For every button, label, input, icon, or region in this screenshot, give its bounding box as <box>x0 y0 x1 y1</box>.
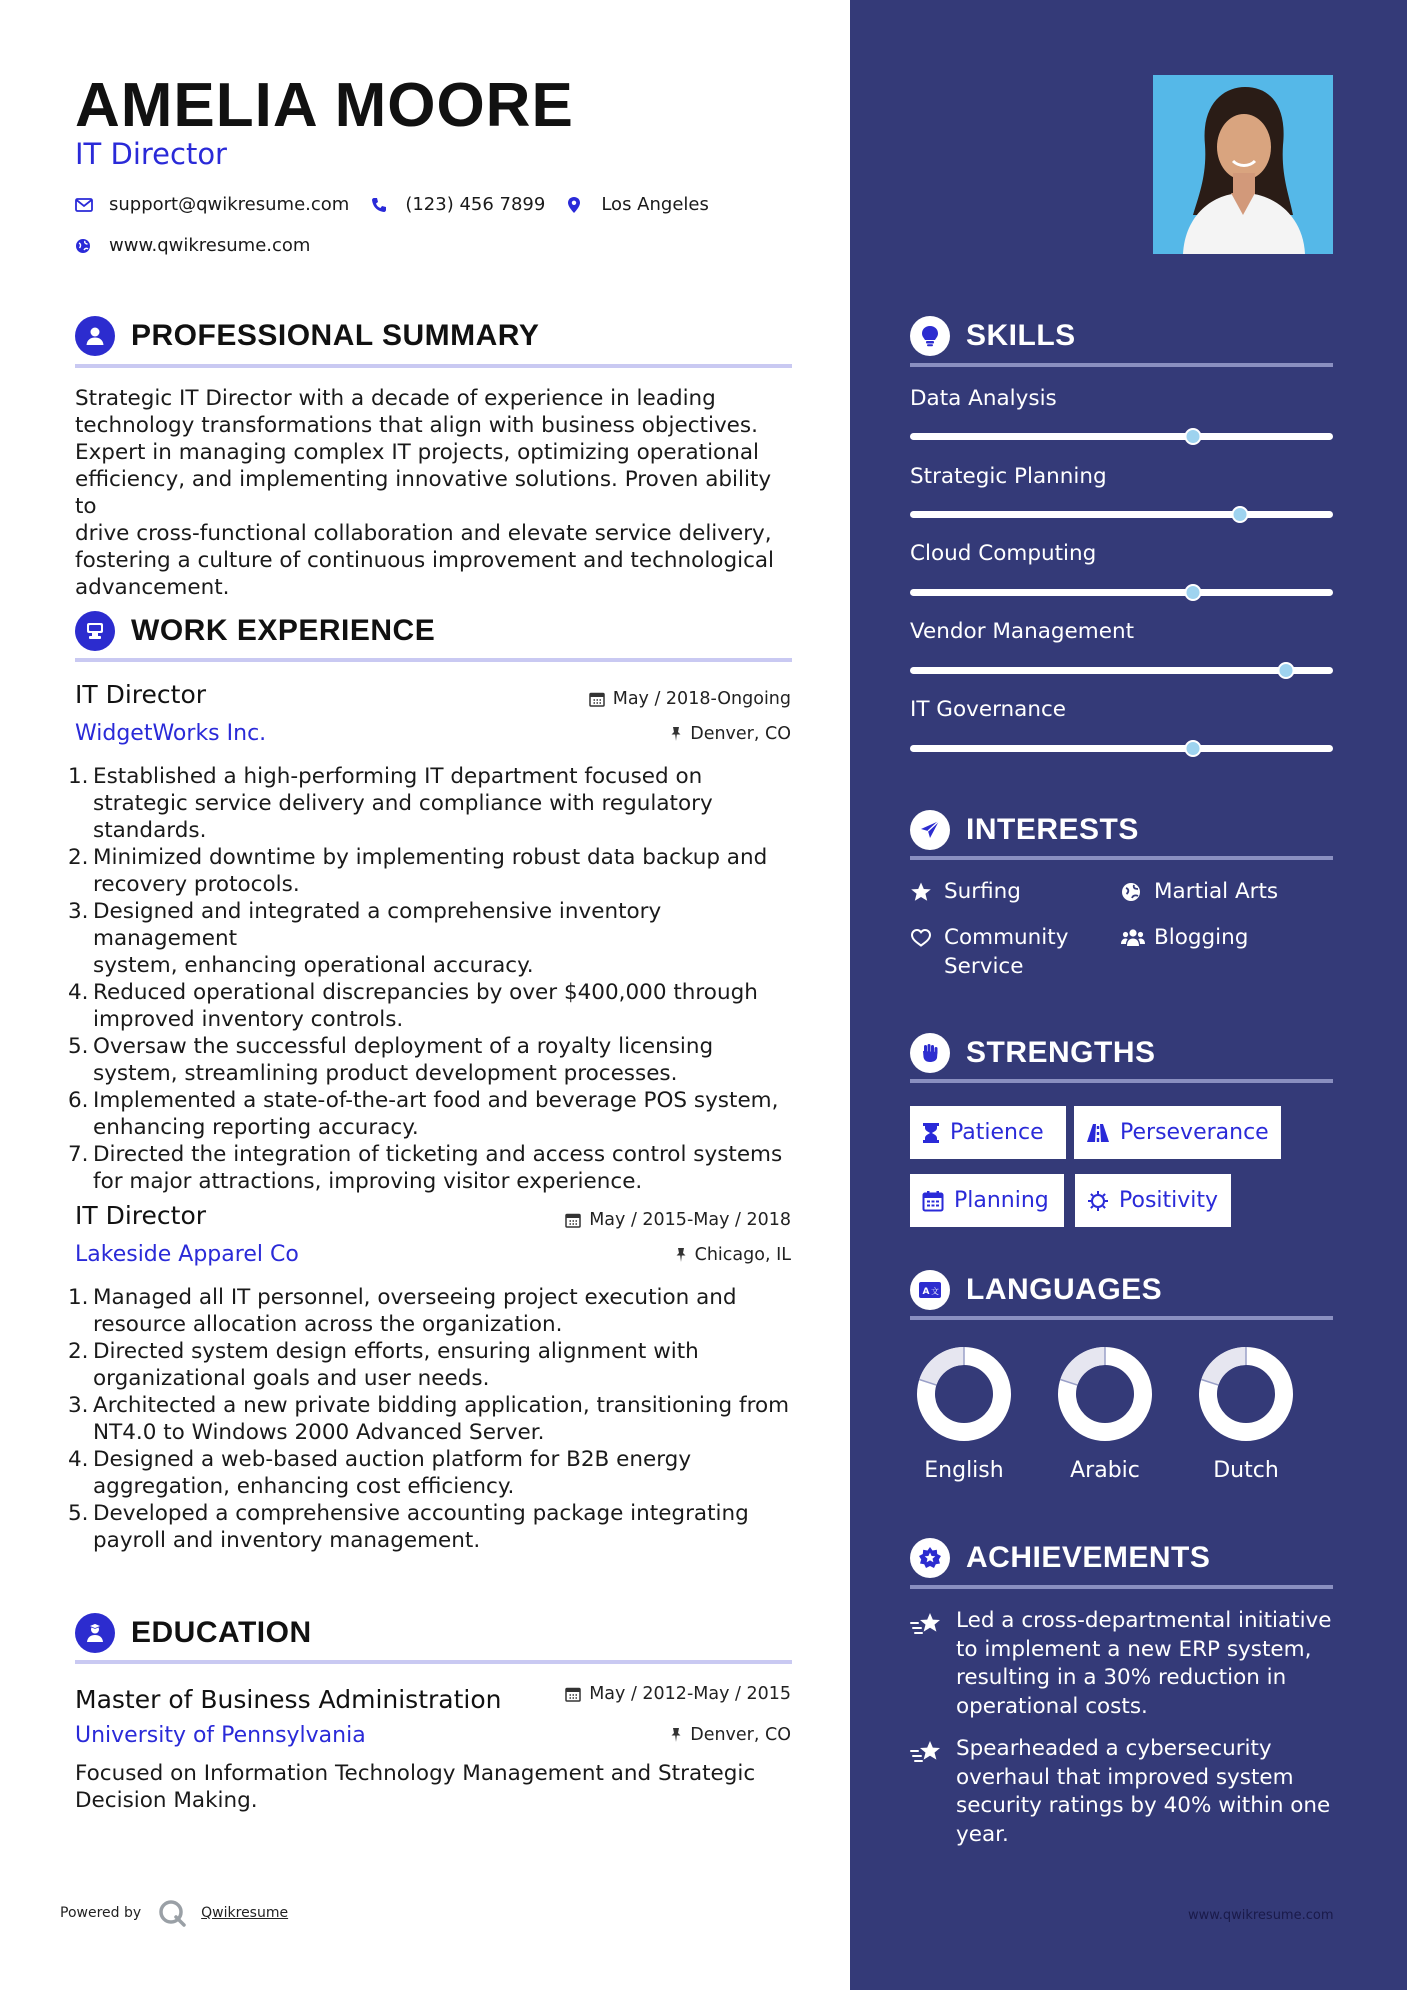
language-label: English <box>924 1458 1004 1483</box>
skill-knob <box>1185 740 1202 757</box>
skill-label: Data Analysis <box>910 386 1057 411</box>
profile-photo <box>1153 75 1333 254</box>
globe-icon <box>1120 877 1146 906</box>
interests-heading <box>910 805 1333 855</box>
contact-email[interactable]: support@qwikresume.com <box>109 194 350 215</box>
strength-label: Positivity <box>1119 1188 1219 1213</box>
map-pin-icon <box>567 196 591 214</box>
list-item: 2. Directed system design efforts, ensuring alignment with organizational goals and user needs. <box>68 1339 699 1391</box>
skills-heading <box>910 311 1333 361</box>
interests-divider <box>910 856 1333 860</box>
interest-item <box>910 877 1021 906</box>
list-item: 1. Managed all IT personnel, overseeing project execution and resource allocation across the organization. <box>68 1285 737 1337</box>
contact-website[interactable]: www.qwikresume.com <box>109 235 311 256</box>
summary-line: Expert in managing complex IT projects, optimizing operational <box>75 440 759 465</box>
briefcase-icon <box>75 611 115 651</box>
calendar-icon <box>589 691 605 707</box>
strengths-divider <box>910 1079 1333 1083</box>
job-dates <box>565 1210 791 1230</box>
languages-heading <box>910 1265 1333 1315</box>
summary-divider <box>75 364 792 368</box>
education-title: EDUCATION <box>131 1616 312 1649</box>
job-title: IT Director <box>75 680 207 709</box>
skill-label: IT Governance <box>910 697 1067 722</box>
education-divider <box>75 1660 792 1664</box>
skills-divider <box>910 363 1333 367</box>
job-duties <box>68 1284 800 1554</box>
contact-location: Los Angeles <box>601 194 709 215</box>
interest-item <box>1120 877 1278 906</box>
interest-label: Service <box>944 954 1024 979</box>
candidate-name: AMELIA MOORE <box>75 71 574 140</box>
degree-title: Master of Business Administration <box>75 1685 502 1714</box>
language-ring <box>1196 1344 1296 1444</box>
calendar-icon <box>565 1212 581 1228</box>
summary-line: efficiency, and implementing innovative solutions. Proven ability to <box>75 467 772 519</box>
summary-line: Strategic IT Director with a decade of experience in leading <box>75 386 716 411</box>
job-dates-text: May / 2015-May / 2018 <box>589 1210 791 1230</box>
skill-knob <box>1231 506 1248 523</box>
list-item: 3. Architected a new private bidding application, transitioning from NT4.0 to Windows 2000 Advanced Server. <box>68 1393 790 1445</box>
list-item: 7. Directed the integration of ticketing and access control systems for major attractions, improving visitor experience. <box>68 1142 783 1194</box>
job-dates <box>589 689 791 709</box>
powered-by-label: Powered by <box>60 1905 142 1921</box>
shooting-star-icon <box>910 1607 956 1721</box>
list-item: 4. Designed a web-based auction platform for B2B energy aggregation, enhancing cost efficiency. <box>68 1447 692 1499</box>
experience-title: WORK EXPERIENCE <box>131 614 436 647</box>
interests-title: INTERESTS <box>966 813 1139 846</box>
star-badge-icon <box>910 1538 950 1578</box>
language-ring <box>914 1344 1014 1444</box>
footer-powered <box>60 1898 288 1928</box>
summary-heading <box>75 309 792 363</box>
svg-text:A: A <box>922 1287 930 1297</box>
achievement-text: Led a cross-departmental initiative to implement a new ERP system, resulting in a 30% reduction in operational costs. <box>956 1608 1332 1719</box>
interest-label: Blogging <box>1154 925 1249 950</box>
skill-label: Vendor Management <box>910 619 1134 644</box>
sun-icon <box>1087 1190 1109 1212</box>
candidate-role: IT Director <box>75 137 227 171</box>
calendar-icon <box>922 1190 944 1212</box>
strength-chip <box>1075 1174 1231 1227</box>
skills-title: SKILLS <box>966 319 1076 352</box>
education-location <box>670 1725 791 1745</box>
fist-icon <box>910 1033 950 1073</box>
job-title: IT Director <box>75 1201 207 1230</box>
job-location-text: Denver, CO <box>690 724 791 744</box>
star-icon <box>910 877 936 906</box>
list-item: 4. Reduced operational discrepancies by over $400,000 through improved inventory controls. <box>68 980 758 1032</box>
education-description: Focused on Information Technology Management and Strategic Decision Making. <box>75 1761 756 1813</box>
interest-label: Community <box>944 925 1069 950</box>
summary-line: technology transformations that align with business objectives. <box>75 413 758 438</box>
strength-label: Planning <box>954 1188 1049 1213</box>
summary-title: PROFESSIONAL SUMMARY <box>131 319 540 352</box>
list-item: 2. Minimized downtime by implementing robust data backup and recovery protocols. <box>68 845 768 897</box>
strengths-title: STRENGTHS <box>966 1036 1156 1069</box>
lightbulb-icon <box>910 316 950 356</box>
heart-outline-icon <box>910 923 936 952</box>
contact-phone[interactable]: (123) 456 7899 <box>405 194 546 215</box>
experience-heading <box>75 604 792 658</box>
phone-icon <box>371 197 395 213</box>
interest-label: Surfing <box>944 879 1021 904</box>
summary-text <box>75 385 795 601</box>
job-location <box>670 724 791 744</box>
job-company: WidgetWorks Inc. <box>75 721 267 746</box>
pin-icon <box>670 1727 682 1743</box>
list-item: 5. Oversaw the successful deployment of a royalty licensing system, streamlining product development processes. <box>68 1034 714 1086</box>
education-dates <box>565 1684 791 1704</box>
shooting-star-icon <box>910 1735 956 1849</box>
language-label: Dutch <box>1213 1458 1279 1483</box>
users-icon <box>1120 923 1146 952</box>
interest-label: Martial Arts <box>1154 879 1279 904</box>
skill-label: Strategic Planning <box>910 464 1107 489</box>
job-duties <box>68 763 800 1195</box>
strength-chip <box>910 1174 1064 1227</box>
education-heading <box>75 1606 792 1660</box>
skill-bar <box>910 745 1333 752</box>
strengths-heading <box>910 1028 1333 1078</box>
globe-icon <box>75 238 99 254</box>
languages-divider <box>910 1316 1333 1320</box>
job-company: Lakeside Apparel Co <box>75 1242 299 1267</box>
footer-website[interactable]: www.qwikresume.com <box>1188 1908 1334 1923</box>
school-name: University of Pennsylvania <box>75 1723 366 1748</box>
paper-plane-icon <box>910 810 950 850</box>
interest-item <box>910 923 1068 981</box>
svg-text:文: 文 <box>931 1287 939 1296</box>
education-dates-text: May / 2012-May / 2015 <box>589 1684 791 1704</box>
calendar-icon <box>565 1686 581 1702</box>
qwikresume-logo-icon <box>157 1898 187 1928</box>
strength-label: Perseverance <box>1120 1120 1269 1145</box>
translate-icon <box>910 1270 950 1310</box>
contact-row <box>75 194 709 215</box>
job-location-text: Chicago, IL <box>694 1245 791 1265</box>
achievements-divider <box>910 1585 1333 1589</box>
envelope-icon <box>75 198 99 212</box>
job-dates-text: May / 2018-Ongoing <box>612 689 791 709</box>
achievement-text: Spearheaded a cybersecurity overhaul that improved system security ratings by 40% within one year. <box>956 1736 1331 1847</box>
skill-bar <box>910 589 1333 596</box>
graduation-icon <box>75 1613 115 1653</box>
language-ring <box>1055 1344 1155 1444</box>
interest-label-block <box>944 923 1068 981</box>
skill-knob <box>1185 428 1202 445</box>
achievement-item <box>910 1735 1340 1849</box>
summary-line: fostering a culture of continuous improvement and technological <box>75 548 775 573</box>
contact-row-2 <box>75 235 310 256</box>
skill-knob <box>1278 662 1295 679</box>
strength-chip <box>910 1106 1066 1159</box>
language-label: Arabic <box>1070 1458 1140 1483</box>
skill-label: Cloud Computing <box>910 541 1097 566</box>
brand-link[interactable]: Qwikresume <box>201 1905 289 1921</box>
summary-line: drive cross-functional collaboration and elevate service delivery, <box>75 521 772 546</box>
pin-icon <box>675 1247 687 1263</box>
pin-icon <box>670 726 682 742</box>
achievements-title: ACHIEVEMENTS <box>966 1541 1211 1574</box>
summary-line: advancement. <box>75 575 230 600</box>
interest-item <box>1120 923 1248 952</box>
experience-divider <box>75 658 792 662</box>
achievement-item <box>910 1607 1340 1721</box>
education-location-text: Denver, CO <box>690 1725 791 1745</box>
skill-bar <box>910 511 1333 518</box>
list-item: 6. Implemented a state-of-the-art food and beverage POS system, enhancing reporting accuracy. <box>68 1088 779 1140</box>
list-item: 3. Designed and integrated a comprehensive inventory management system, enhancing operational accuracy. <box>68 899 662 978</box>
skill-knob <box>1185 584 1202 601</box>
skill-bar <box>910 667 1333 674</box>
strength-label: Patience <box>950 1120 1044 1145</box>
hourglass-icon <box>922 1122 940 1144</box>
languages-title: LANGUAGES <box>966 1273 1163 1306</box>
achievements-heading <box>910 1533 1333 1583</box>
user-icon <box>75 316 115 356</box>
list-item: 5. Developed a comprehensive accounting package integrating payroll and inventory management. <box>68 1501 749 1553</box>
road-icon <box>1086 1123 1110 1143</box>
strength-chip <box>1074 1106 1281 1159</box>
list-item: 1. Established a high-performing IT department focused on strategic service delivery and compliance with regulatory standards. <box>68 764 713 843</box>
job-location <box>675 1245 791 1265</box>
skill-bar <box>910 433 1333 440</box>
